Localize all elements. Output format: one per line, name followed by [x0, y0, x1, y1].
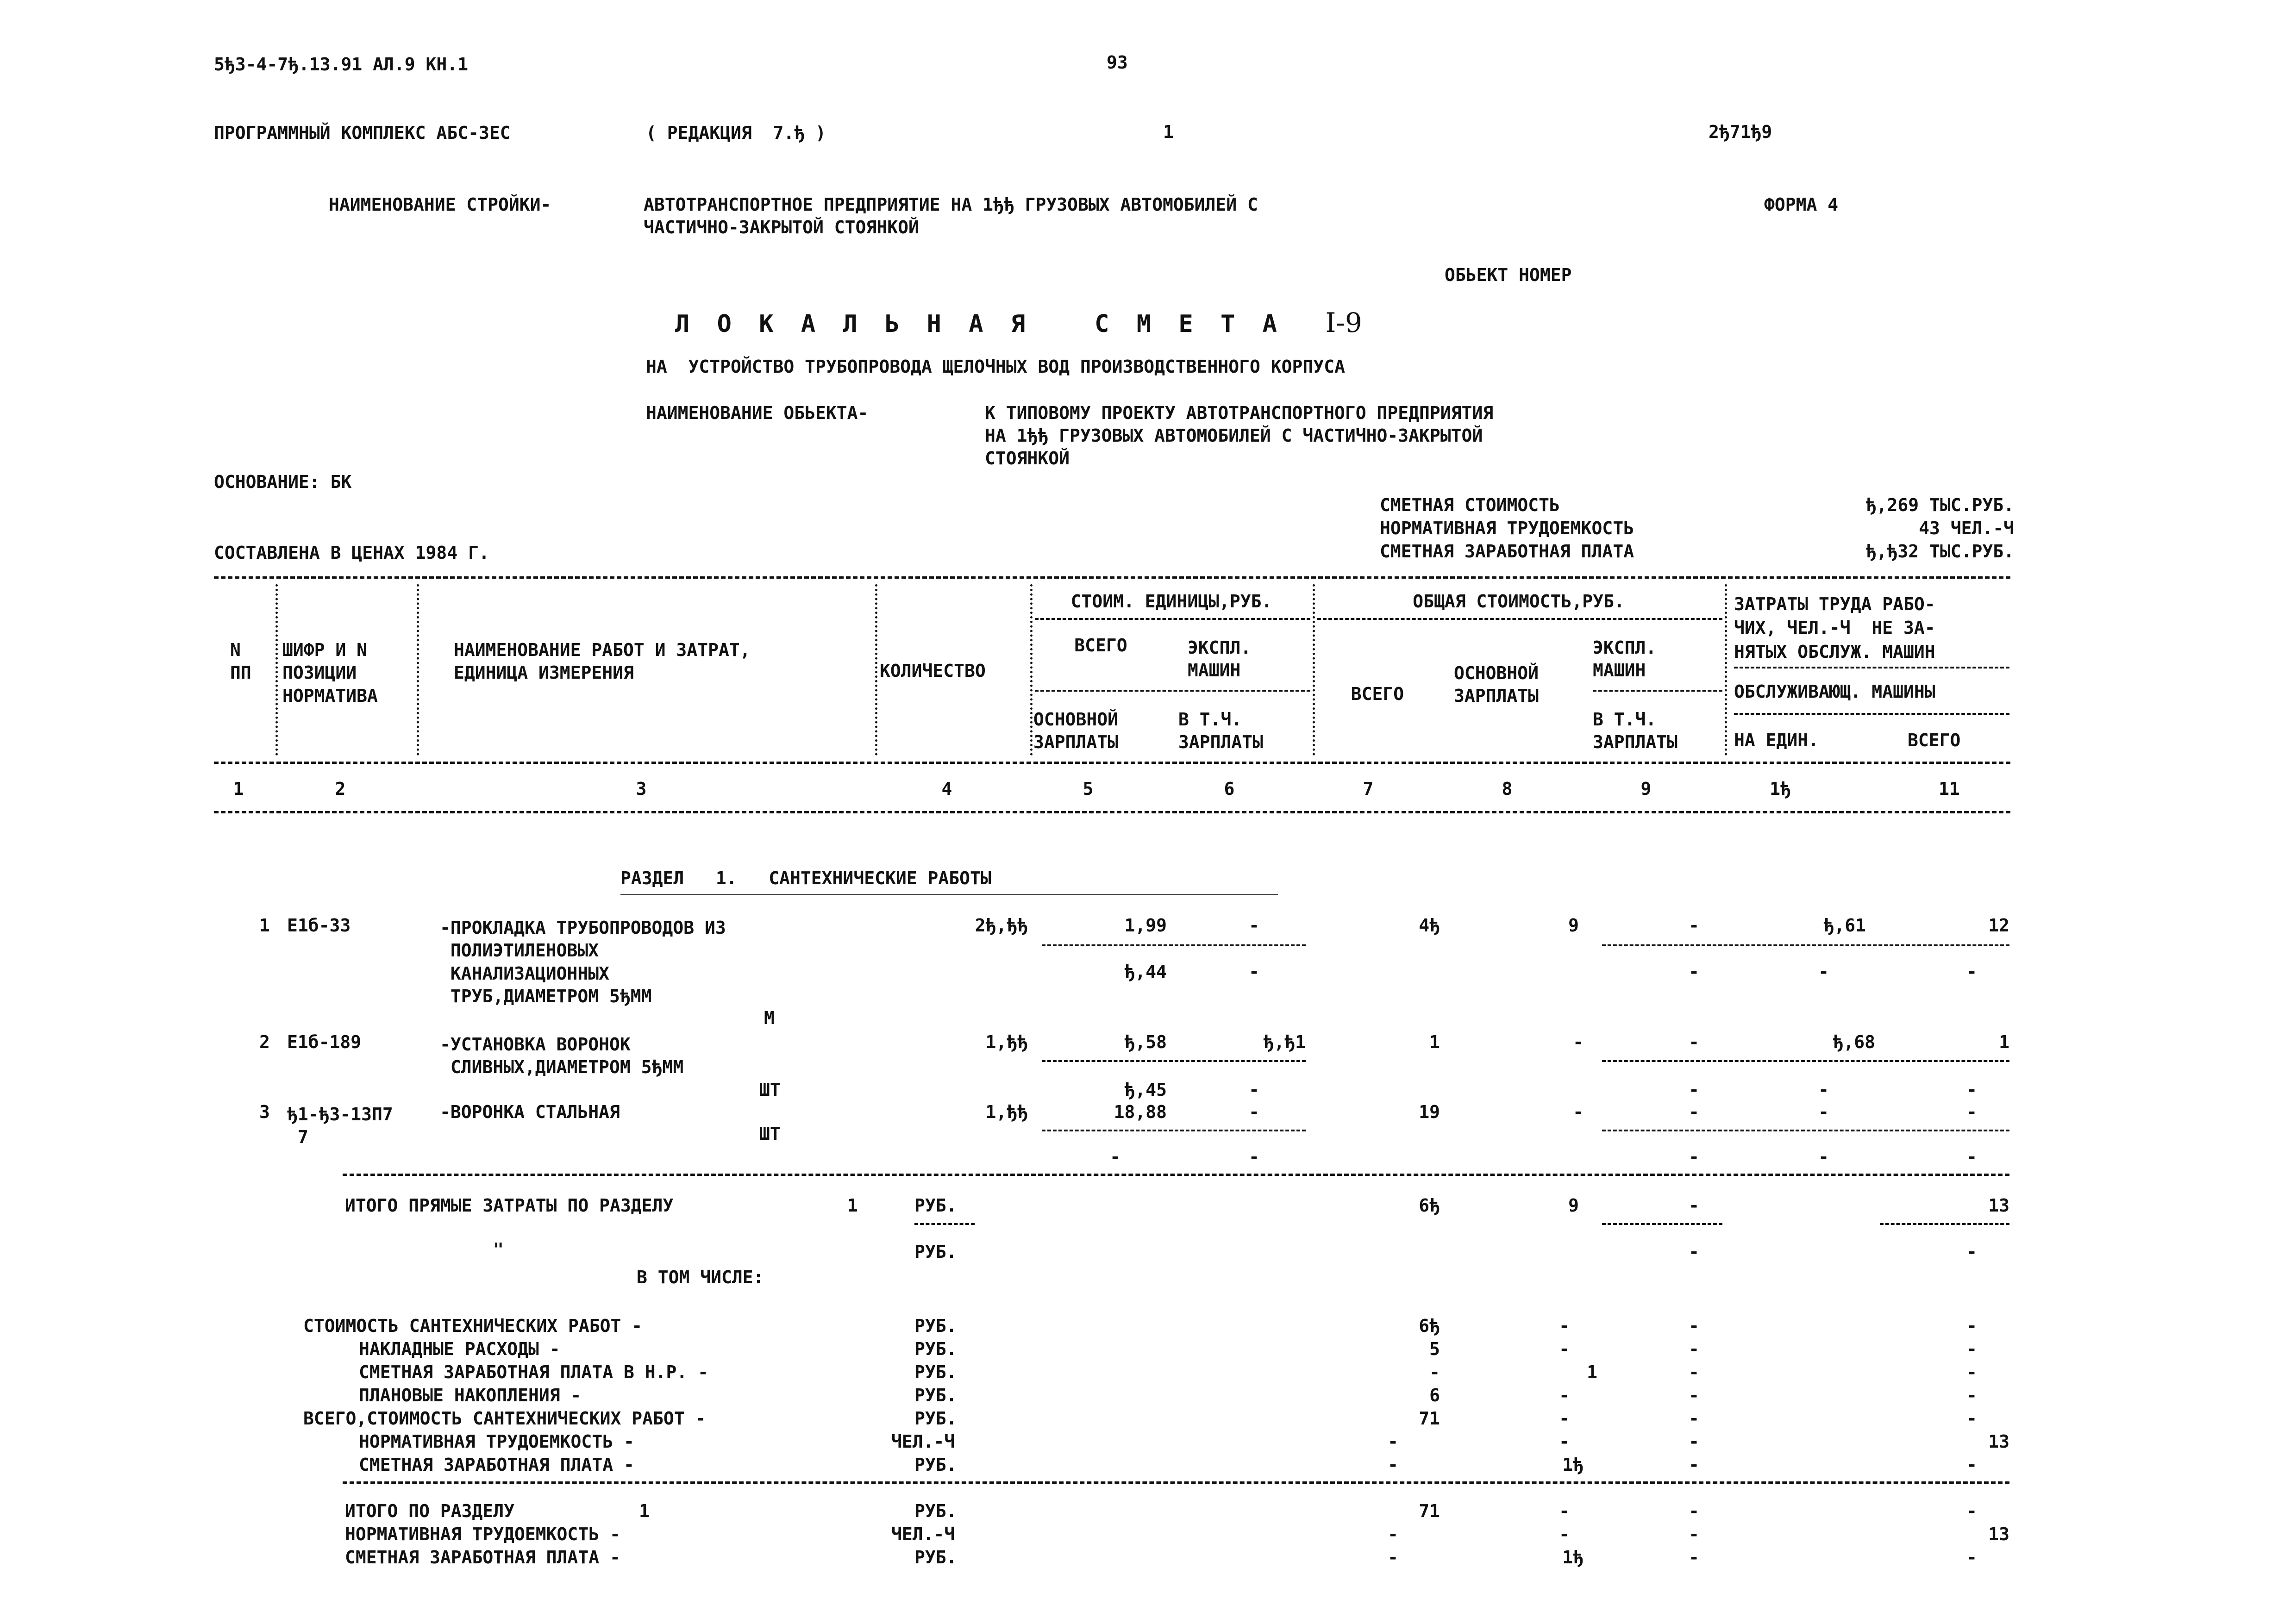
column-header-name: НАИМЕНОВАНИЕ РАБОТ И ЗАТРАТ, ЕДИНИЦА ИЗМЕРЕНИЯ — [454, 640, 751, 683]
item-total: 1 — [1429, 1032, 1440, 1052]
item-total: 4ђ — [1419, 915, 1440, 936]
direct-costs-machine-2: - — [1689, 1242, 1699, 1262]
construction-label: НАИМЕНОВАНИЕ СТРОЙКИ- — [329, 194, 551, 215]
column-separator — [875, 584, 877, 756]
item-labor-total: - — [1966, 1102, 1977, 1122]
item-labor-total-service: - — [1966, 1147, 1977, 1167]
column-header-9-top: ЭКСПЛ. МАШИН — [1593, 637, 1657, 681]
summary-labor-label: НОРМАТИВНАЯ ТРУДОЕМКОСТЬ — [1380, 518, 1634, 538]
header-rule — [1734, 667, 2009, 668]
final-machine: - — [1689, 1524, 1699, 1544]
item-machine-wage: - — [1689, 1080, 1699, 1100]
item-machine: - — [1689, 1102, 1699, 1122]
column-header-8: ОСНОВНОЙ ЗАРПЛАТЫ — [1454, 663, 1539, 706]
cell-rule — [1602, 1223, 1722, 1225]
item-labor-unit: ђ,61 — [1823, 915, 1866, 936]
cell-rule — [1880, 1223, 2009, 1225]
breakdown-total: 5 — [1429, 1339, 1440, 1359]
column-header-n: N ПП — [230, 640, 251, 683]
breakdown-total: 71 — [1419, 1408, 1440, 1429]
column-separator — [1725, 584, 1727, 756]
breakdown-unit: РУБ. — [914, 1385, 957, 1405]
final-labor: - — [1966, 1547, 1977, 1568]
summary-wage-value: ђ,ђ32 ТЫС.РУБ. — [1865, 541, 2014, 562]
item-unit-machine: - — [1249, 1102, 1259, 1122]
breakdown-labor: - — [1966, 1408, 1977, 1429]
breakdown-unit: РУБ. — [914, 1339, 957, 1359]
breakdown-labor: - — [1966, 1339, 1977, 1359]
object-name-line2: НА 1ђђ ГРУЗОВЫХ АВТОМОБИЛЕЙ С ЧАСТИЧНО-ЗАКРЫТОЙ — [985, 425, 1483, 446]
breakdown-unit: РУБ. — [914, 1455, 957, 1475]
form-number: ФОРМА 4 — [1764, 194, 1839, 215]
breakdown-machine: - — [1689, 1362, 1699, 1382]
breakdown-unit: ЧЕЛ.-Ч — [891, 1431, 955, 1452]
item-unit-wage: ђ,44 — [1124, 962, 1167, 982]
item-labor-total: 1 — [1999, 1032, 2009, 1052]
item-number: 2 — [259, 1032, 270, 1052]
item-labor-unit-service: - — [1818, 1080, 1829, 1100]
breakdown-label: СМЕТНАЯ ЗАРАБОТНАЯ ПЛАТА В Н.Р. - — [359, 1362, 708, 1382]
item-labor-total-service: - — [1966, 1080, 1977, 1100]
column-header-9-bottom: В Т.Ч. ЗАРПЛАТЫ — [1593, 709, 1678, 753]
item-wage: 9 — [1568, 915, 1579, 936]
final-total: - — [1388, 1547, 1398, 1568]
direct-costs-label: ИТОГО ПРЯМЫЕ ЗАТРАТЫ ПО РАЗДЕЛУ — [345, 1195, 674, 1216]
item-unit: ШТ — [759, 1124, 781, 1144]
cell-rule — [1042, 1060, 1306, 1062]
breakdown-label: СТОИМОСТЬ САНТЕХНИЧЕСКИХ РАБОТ - — [303, 1316, 643, 1336]
breakdown-label: НОРМАТИВНАЯ ТРУДОЕМКОСТЬ - — [359, 1431, 634, 1452]
final-unit: РУБ. — [914, 1547, 957, 1568]
column-number: 2 — [335, 779, 346, 799]
breakdown-wage: - — [1559, 1385, 1570, 1405]
item-unit-cost: 1,99 — [1124, 915, 1167, 936]
cell-rule — [1042, 1130, 1306, 1131]
header-rule — [1035, 690, 1310, 692]
column-header-5-top: ВСЕГО — [1074, 635, 1127, 656]
section-title: РАЗДЕЛ 1. САНТЕХНИЧЕСКИЕ РАБОТЫ — [620, 868, 991, 888]
final-wage: - — [1559, 1501, 1570, 1521]
final-total: 71 — [1419, 1501, 1440, 1521]
edition: ( РЕДАКЦИЯ 7.ђ ) — [646, 123, 826, 143]
breakdown-wage: - — [1559, 1431, 1570, 1452]
direct-costs-labor: 13 — [1988, 1195, 2009, 1216]
item-labor-unit: - — [1818, 1102, 1829, 1122]
final-wage: - — [1559, 1524, 1570, 1544]
item-wage: - — [1573, 1102, 1584, 1122]
column-header-code: ШИФР И N ПОЗИЦИИ НОРМАТИВА — [282, 640, 378, 706]
item-unit-machine-wage: - — [1249, 1147, 1259, 1167]
item-machine-wage: - — [1689, 962, 1699, 982]
summary-cost-value: ђ,269 ТЫС.РУБ. — [1865, 495, 2014, 515]
document-code: 5ђ3-4-7ђ.13.91 АЛ.9 КН.1 — [214, 54, 469, 75]
sheet-number: 1 — [1163, 122, 1174, 142]
direct-costs-wage: 9 — [1568, 1195, 1579, 1216]
header-rule — [1734, 713, 2009, 715]
item-machine: - — [1689, 1032, 1699, 1052]
breakdown-machine: - — [1689, 1408, 1699, 1429]
breakdown-wage: 1ђ — [1562, 1455, 1584, 1475]
item-name: -УСТАНОВКА ВОРОНОК СЛИВНЫХ,ДИАМЕТРОМ 5ђММ — [440, 1034, 684, 1078]
item-unit-cost: ђ,58 — [1124, 1032, 1167, 1052]
basis: ОСНОВАНИЕ: БК — [214, 472, 352, 492]
breakdown-label: ПЛАНОВЫЕ НАКОПЛЕНИЯ - — [359, 1385, 582, 1405]
cell-rule — [1602, 1060, 2009, 1062]
column-number: 1 — [233, 779, 244, 799]
final-wage: 1ђ — [1562, 1547, 1584, 1568]
breakdown-machine: - — [1689, 1339, 1699, 1359]
final-label: ИТОГО ПО РАЗДЕЛУ — [345, 1501, 515, 1521]
final-machine: - — [1689, 1547, 1699, 1568]
direct-costs-total: 6ђ — [1419, 1195, 1440, 1216]
final-unit: РУБ. — [914, 1501, 957, 1521]
breakdown-labor: - — [1966, 1316, 1977, 1336]
final-machine: - — [1689, 1501, 1699, 1521]
breakdown-unit: РУБ. — [914, 1408, 957, 1429]
item-total: 19 — [1419, 1102, 1440, 1122]
summary-cost-label: СМЕТНАЯ СТОИМОСТЬ — [1380, 495, 1560, 515]
column-header-10: НА ЕДИН. — [1734, 730, 1819, 750]
item-wage: - — [1573, 1032, 1584, 1052]
compiled-prices: СОСТАВЛЕНА В ЦЕНАХ 1984 Г. — [214, 543, 489, 563]
item-labor-total: 12 — [1988, 915, 2009, 936]
item-labor-total-service: - — [1966, 962, 1977, 982]
breakdown-unit: РУБ. — [914, 1362, 957, 1382]
object-label: НАИМЕНОВАНИЕ ОБЬЕКТА- — [646, 403, 869, 423]
final-label: СМЕТНАЯ ЗАРАБОТНАЯ ПЛАТА - — [345, 1547, 620, 1568]
object-number-label: ОБЬЕКТ НОМЕР — [1445, 265, 1572, 285]
breakdown-total: 6ђ — [1419, 1316, 1440, 1336]
item-unit-wage: - — [1110, 1147, 1120, 1167]
item-machine-wage: - — [1689, 1147, 1699, 1167]
breakdown-machine: - — [1689, 1455, 1699, 1475]
ditto-mark: " — [493, 1239, 504, 1260]
column-number: 7 — [1363, 779, 1374, 799]
header-rule — [1317, 618, 1722, 620]
breakdown-wage: - — [1559, 1408, 1570, 1429]
column-separator — [417, 584, 419, 756]
page-number: 93 — [1107, 52, 1128, 73]
breakdown-label: НАКЛАДНЫЕ РАСХОДЫ - — [359, 1339, 560, 1359]
object-name-line3: СТОЯНКОЙ — [985, 448, 1070, 468]
item-unit-machine: ђ,ђ1 — [1263, 1032, 1306, 1052]
construction-name-line1: АВТОТРАНСПОРТНОЕ ПРЕДПРИЯТИЕ НА 1ђђ ГРУЗОВЫХ АВТОМОБИЛЕЙ С — [644, 194, 1258, 215]
header-rule — [1593, 690, 1722, 692]
final-unit: ЧЕЛ.-Ч — [891, 1524, 955, 1544]
final-section-number: 1 — [639, 1501, 650, 1521]
item-unit-cost: 18,88 — [1114, 1102, 1167, 1122]
item-labor-unit-service: - — [1818, 1147, 1829, 1167]
document-subtitle: НА УСТРОЙСТВО ТРУБОПРОВОДА ЩЕЛОЧНЫХ ВОД ПРОИЗВОДСТВЕННОГО КОРПУСА — [646, 356, 1345, 377]
unit-cost-header: СТОИМ. ЕДИНИЦЫ,РУБ. — [1070, 591, 1272, 612]
item-labor-unit: ђ,68 — [1833, 1032, 1875, 1052]
header-rule — [1035, 618, 1310, 620]
breakdown-unit: РУБ. — [914, 1316, 957, 1336]
table-top-rule — [214, 576, 2010, 579]
breakdown-wage: - — [1559, 1339, 1570, 1359]
section-underline — [620, 894, 1278, 896]
construction-name-line2: ЧАСТИЧНО-ЗАКРЫТОЙ СТОЯНКОЙ — [644, 217, 919, 237]
item-quantity: 1,ђђ — [985, 1102, 1028, 1122]
breakdown-total: - — [1388, 1431, 1398, 1452]
breakdown-labor: - — [1966, 1385, 1977, 1405]
breakdown-wage: - — [1559, 1316, 1570, 1336]
column-separator — [275, 584, 278, 756]
column-number: 1ђ — [1770, 779, 1791, 799]
column-number: 11 — [1939, 779, 1960, 799]
breakdown-machine: - — [1689, 1431, 1699, 1452]
breakdown-labor: 13 — [1988, 1431, 2009, 1452]
object-name-line1: К ТИПОВОМУ ПРОЕКТУ АВТОТРАНСПОРТНОГО ПРЕДПРИЯТИЯ — [985, 403, 1494, 423]
item-unit: ШТ — [759, 1080, 781, 1100]
direct-costs-labor-2: - — [1966, 1242, 1977, 1262]
including-label: В ТОМ ЧИСЛЕ: — [637, 1267, 764, 1287]
column-number: 3 — [636, 779, 647, 799]
estimate-number: I-9 — [1325, 307, 1362, 338]
item-unit-wage: ђ,45 — [1124, 1080, 1167, 1100]
item-unit-machine: - — [1249, 915, 1259, 936]
column-header-5-bottom: ОСНОВНОЙ ЗАРПЛАТЫ — [1033, 709, 1119, 753]
direct-costs-machine: - — [1689, 1195, 1699, 1216]
labor-service-header: ОБСЛУЖИВАЮЩ. МАШИНЫ — [1734, 681, 1935, 702]
total-cost-header: ОБЩАЯ СТОИМОСТЬ,РУБ. — [1413, 591, 1625, 612]
item-code: ђ1-ђ3-13П7 7 — [287, 1104, 393, 1148]
cell-rule — [914, 1223, 975, 1225]
direct-costs-unit-2: РУБ. — [914, 1242, 957, 1262]
cell-rule — [1602, 944, 2009, 946]
breakdown-machine: - — [1689, 1385, 1699, 1405]
column-header-11: ВСЕГО — [1908, 730, 1961, 750]
column-header-quantity: КОЛИЧЕСТВО — [880, 661, 986, 681]
final-labor: 13 — [1988, 1524, 2009, 1544]
item-quantity: 1,ђђ — [985, 1032, 1028, 1052]
numbers-bottom-rule — [214, 811, 2010, 813]
breakdown-wage: 1 — [1587, 1362, 1597, 1382]
summary-labor-value: 43 ЧЕЛ.-Ч — [1919, 518, 2014, 538]
item-unit: М — [764, 1008, 775, 1028]
item-code: Е1б-189 — [287, 1032, 362, 1052]
final-labor: - — [1966, 1501, 1977, 1521]
breakdown-label: СМЕТНАЯ ЗАРАБОТНАЯ ПЛАТА - — [359, 1455, 634, 1475]
direct-costs-section: 1 — [847, 1195, 858, 1216]
document-id: 2ђ71ђ9 — [1709, 122, 1772, 142]
item-labor-unit-service: - — [1818, 962, 1829, 982]
program-name: ПРОГРАММНЫЙ КОМПЛЕКС АБС-3ЕС — [214, 123, 511, 143]
column-number: 4 — [941, 779, 952, 799]
column-header-6-top: ЭКСПЛ. МАШИН — [1188, 637, 1252, 681]
document-title: Л О К А Л Ь Н А Я С М Е Т А I-9 — [675, 307, 1362, 338]
breakdown-total: 6 — [1429, 1385, 1440, 1405]
column-header-6-bottom: В Т.Ч. ЗАРПЛАТЫ — [1178, 709, 1264, 753]
column-number: 6 — [1224, 779, 1235, 799]
item-number: 3 — [259, 1102, 270, 1122]
item-number: 1 — [259, 915, 270, 936]
column-header-7: ВСЕГО — [1351, 684, 1404, 704]
item-code: Е1б-33 — [287, 915, 351, 936]
section-totals-rule — [343, 1174, 2009, 1176]
column-number: 8 — [1502, 779, 1513, 799]
breakdown-total: - — [1429, 1362, 1440, 1382]
item-machine: - — [1689, 915, 1699, 936]
breakdown-labor: - — [1966, 1455, 1977, 1475]
header-bottom-rule — [214, 762, 2010, 764]
cell-rule — [1602, 1130, 2009, 1131]
item-name: -ВОРОНКА СТАЛЬНАЯ — [440, 1102, 620, 1122]
item-quantity: 2ђ,ђђ — [975, 915, 1028, 936]
cell-rule — [1042, 944, 1306, 946]
final-totals-rule — [343, 1481, 2009, 1484]
item-unit-machine-wage: - — [1249, 962, 1259, 982]
column-number: 5 — [1083, 779, 1094, 799]
breakdown-label: ВСЕГО,СТОИМОСТЬ САНТЕХНИЧЕСКИХ РАБОТ - — [303, 1408, 706, 1429]
summary-wage-label: СМЕТНАЯ ЗАРАБОТНАЯ ПЛАТА — [1380, 541, 1634, 562]
item-unit-machine-wage: - — [1249, 1080, 1259, 1100]
breakdown-total: - — [1388, 1455, 1398, 1475]
breakdown-machine: - — [1689, 1316, 1699, 1336]
column-number: 9 — [1640, 779, 1652, 799]
final-label: НОРМАТИВНАЯ ТРУДОЕМКОСТЬ - — [345, 1524, 620, 1544]
breakdown-labor: - — [1966, 1362, 1977, 1382]
direct-costs-unit: РУБ. — [914, 1195, 957, 1216]
final-total: - — [1388, 1524, 1398, 1544]
item-name: -ПРОКЛАДКА ТРУБОПРОВОДОВ ИЗ ПОЛИЭТИЛЕНОВЫХ КАНАЛИЗАЦИОННЫХ ТРУБ,ДИАМЕТРОМ 5ђММ — [440, 918, 726, 1007]
labor-header: ЗАТРАТЫ ТРУДА РАБО- ЧИХ, ЧЕЛ.-Ч НЕ ЗА- НЯТЫХ ОБСЛУЖ. МАШИН — [1734, 594, 1935, 662]
